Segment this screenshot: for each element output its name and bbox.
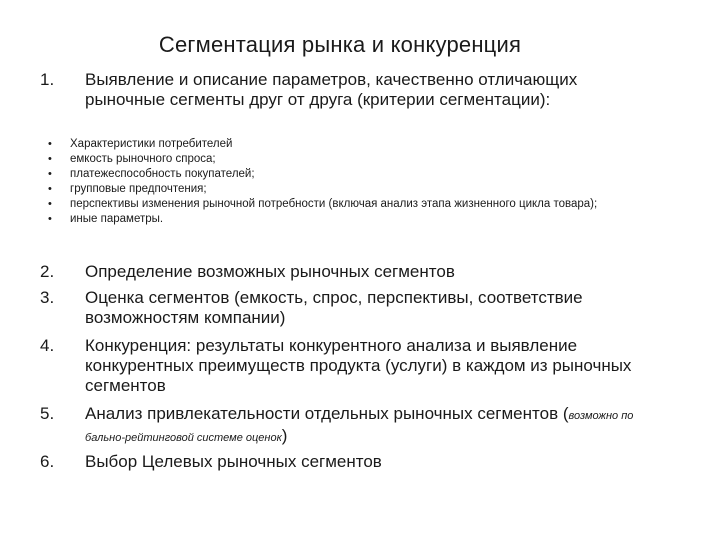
item-text: Оценка сегментов (емкость, спрос, перспективы, соответствие возможностям компании) — [85, 288, 583, 327]
item-note: возможно по бально-рейтинговой системе оценок — [85, 410, 634, 444]
item-number: 5. — [40, 404, 55, 423]
criteria-item — [48, 137, 648, 152]
item-text-wrap — [85, 404, 655, 448]
item-number: 1. — [40, 70, 55, 89]
bullet-icon: • — [48, 213, 52, 225]
criteria-text: Характеристики потребителей — [70, 138, 233, 150]
criteria-item — [48, 197, 648, 212]
bullet-icon: • — [48, 183, 52, 195]
item-text: Конкуренция: результаты конкурентного анализа и выявление конкурентных преимуществ продукта (услуги) в каждом из рыночных сегментов — [85, 336, 632, 395]
criteria-item — [48, 152, 648, 167]
item-text: Определение возможных рыночных сегментов — [85, 262, 455, 281]
slide-title: Сегментация рынка и конкуренция — [158, 32, 522, 57]
criteria-item — [48, 212, 648, 227]
item-text: Анализ привлекательности отдельных рыночных сегментов ( — [85, 404, 569, 423]
item-text: Выбор Целевых рыночных сегментов — [85, 452, 382, 471]
criteria-text: емкость рыночного спроса; — [70, 153, 216, 165]
item-number: 3. — [40, 288, 55, 307]
bullet-icon: • — [48, 168, 52, 180]
item-number: 2. — [40, 262, 55, 281]
criteria-text: иные параметры. — [70, 213, 164, 225]
bullet-icon: • — [48, 153, 52, 165]
bullet-icon: • — [48, 198, 52, 210]
criteria-list — [48, 137, 648, 227]
criteria-item — [48, 182, 648, 197]
item-number: 4. — [40, 336, 55, 355]
criteria-text: перспективы изменения рыночной потребности (включая анализ этапа жизненного цикла товара); — [70, 198, 598, 210]
item-number: 6. — [40, 452, 55, 471]
bullet-icon: • — [48, 138, 52, 150]
criteria-text: групповые предпочтения; — [70, 183, 207, 195]
criteria-text: платежеспособность покупателей; — [70, 168, 255, 180]
criteria-item — [48, 167, 648, 182]
item-text: Выявление и описание параметров, качественно отличающих рыночные сегменты друг от друга (критерии сегментации): — [85, 70, 578, 109]
item-text-end: ) — [281, 426, 288, 445]
